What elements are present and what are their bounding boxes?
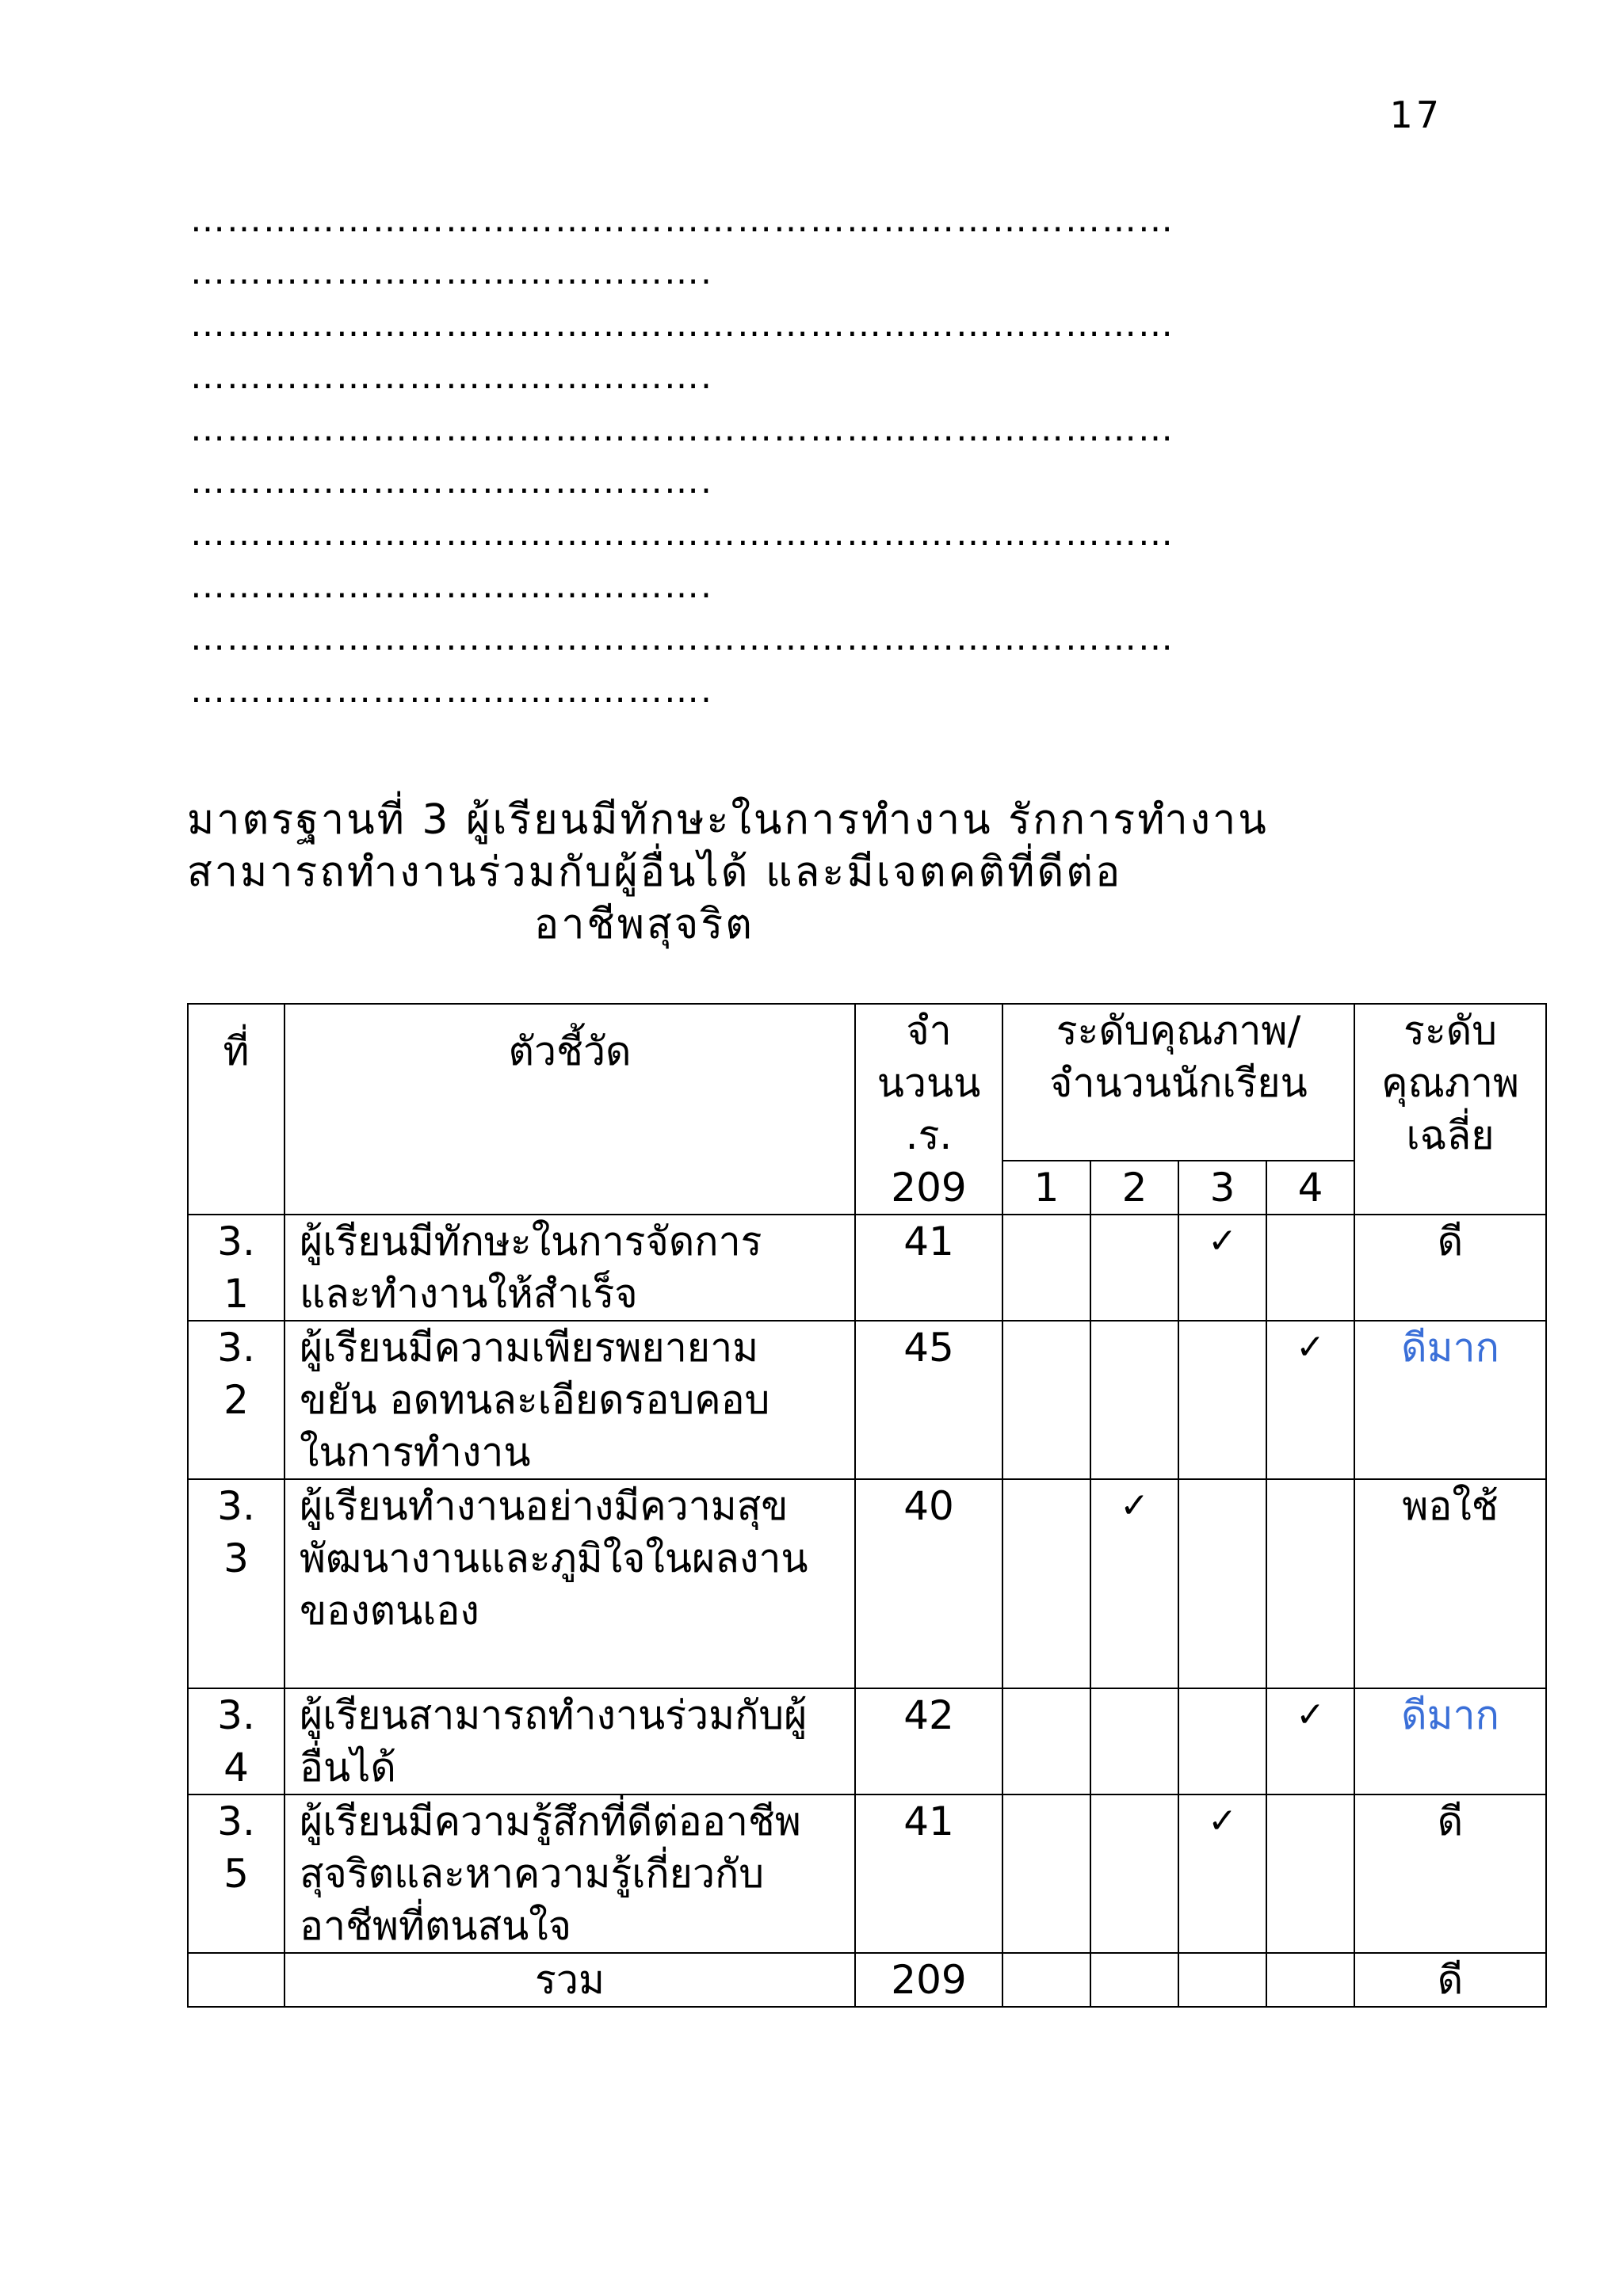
dotted-line: ……………………………………………………………………… [190, 618, 1174, 658]
total-average: ดี [1354, 1953, 1546, 2007]
dotted-line: ……………………………………………………………………… [190, 513, 1174, 554]
row-indicator: ผู้เรียนมีทักษะในการจัดการ และทำงานให้สำเร็จ [285, 1215, 855, 1321]
table-row [188, 1479, 1546, 1688]
total-label: รวม [285, 1953, 855, 2007]
level-cell [1178, 1215, 1266, 1321]
row-count: 40 [855, 1479, 1002, 1688]
total-count: 209 [855, 1953, 1002, 2007]
level-cell [1178, 1794, 1266, 1953]
level-cell [1090, 1215, 1178, 1321]
header-quality-level: ระดับคุณภาพ/ จำนวนนักเรียน [1002, 1004, 1354, 1161]
level-cell [1266, 1479, 1354, 1688]
header-level-3: 3 [1178, 1161, 1266, 1215]
heading-line-2: สามารถทำงานร่วมกับผู้อื่นได้ และมีเจตคติที่ดีต่อ [187, 849, 1123, 896]
table-row [188, 1215, 1546, 1321]
check-mark-icon: ✓ [1296, 1695, 1325, 1735]
check-mark-icon: ✓ [1208, 1801, 1237, 1841]
level-cell [1002, 1479, 1090, 1688]
dotted-line: ……………………………………. [190, 566, 713, 606]
heading-line-1: มาตรฐานที่ 3 ผู้เรียนมีทักษะในการทำงาน รักการทำงาน [187, 796, 1269, 844]
row-indicator: ผู้เรียนมีความรู้สึกที่ดีต่ออาชีพ สุจริตและหาความรู้เกี่ยวกับ อาชีพที่ตนสนใจ [285, 1794, 855, 1953]
row-indicator: ผู้เรียนมีความเพียรพยายาม ขยัน อดทนละเอียดรอบคอบ ในการทำงาน [285, 1321, 855, 1479]
row-number: 3. 5 [188, 1794, 285, 1953]
row-average: ดีมาก [1354, 1688, 1546, 1794]
dotted-answer-lines [190, 195, 1420, 718]
level-cell [1090, 1479, 1178, 1688]
header-student-count: จำ นวนน .ร. 209 [855, 1004, 1002, 1215]
check-mark-icon: ✓ [1208, 1221, 1237, 1261]
dotted-line: ……………………………………. [190, 252, 713, 292]
level-cell [1002, 1953, 1090, 2007]
heading-line-3: อาชีพสุจริต [534, 901, 754, 948]
row-average: ดี [1354, 1215, 1546, 1321]
level-cell [1002, 1321, 1090, 1479]
level-cell [1178, 1321, 1266, 1479]
row-number: 3. 4 [188, 1688, 285, 1794]
row-indicator: ผู้เรียนทำงานอย่างมีความสุข พัฒนางานและภูมิใจในผลงาน ของตนเอง [285, 1479, 855, 1688]
level-cell [1002, 1215, 1090, 1321]
level-cell [1266, 1321, 1354, 1479]
total-empty-cell [188, 1953, 285, 2007]
total-row [188, 1953, 1546, 2007]
level-cell [1090, 1688, 1178, 1794]
level-cell [1266, 1794, 1354, 1953]
table-row [188, 1794, 1546, 1953]
standard-heading [187, 794, 1534, 951]
row-count: 42 [855, 1688, 1002, 1794]
level-cell [1266, 1688, 1354, 1794]
row-number: 3. 1 [188, 1215, 285, 1321]
level-cell [1266, 1215, 1354, 1321]
dotted-line: ……………………………………. [190, 670, 713, 711]
header-no: ที่ [188, 1004, 285, 1215]
row-count: 41 [855, 1794, 1002, 1953]
page-number: 17 [1389, 93, 1442, 136]
row-count: 41 [855, 1215, 1002, 1321]
row-number: 3. 3 [188, 1479, 285, 1688]
level-cell [1178, 1688, 1266, 1794]
table-row [188, 1688, 1546, 1794]
table-header-row [188, 1004, 1546, 1161]
dotted-line: ……………………………………………………………………… [190, 200, 1174, 240]
header-level-4: 4 [1266, 1161, 1354, 1215]
level-cell [1178, 1953, 1266, 2007]
level-cell [1266, 1953, 1354, 2007]
level-cell [1002, 1794, 1090, 1953]
header-level-2: 2 [1090, 1161, 1178, 1215]
level-cell [1090, 1321, 1178, 1479]
dotted-line: ……………………………………. [190, 461, 713, 502]
row-average: พอใช้ [1354, 1479, 1546, 1688]
header-level-1: 1 [1002, 1161, 1090, 1215]
indicator-score-table [187, 1003, 1547, 2008]
row-number: 3. 2 [188, 1321, 285, 1479]
level-cell [1090, 1953, 1178, 2007]
header-indicator: ตัวชี้วัด [285, 1004, 855, 1215]
dotted-line: ……………………………………………………………………… [190, 409, 1174, 449]
level-cell [1178, 1479, 1266, 1688]
check-mark-icon: ✓ [1296, 1327, 1325, 1367]
header-average-level: ระดับ คุณภาพ เฉลี่ย [1354, 1004, 1546, 1215]
dotted-line: ……………………………………. [190, 357, 713, 397]
level-cell [1090, 1794, 1178, 1953]
row-indicator: ผู้เรียนสามารถทำงานร่วมกับผู้ อื่นได้ [285, 1688, 855, 1794]
level-cell [1002, 1688, 1090, 1794]
row-count: 45 [855, 1321, 1002, 1479]
dotted-line: ……………………………………………………………………… [190, 304, 1174, 345]
check-mark-icon: ✓ [1120, 1486, 1149, 1526]
table-row [188, 1321, 1546, 1479]
row-average: ดี [1354, 1794, 1546, 1953]
row-average: ดีมาก [1354, 1321, 1546, 1479]
